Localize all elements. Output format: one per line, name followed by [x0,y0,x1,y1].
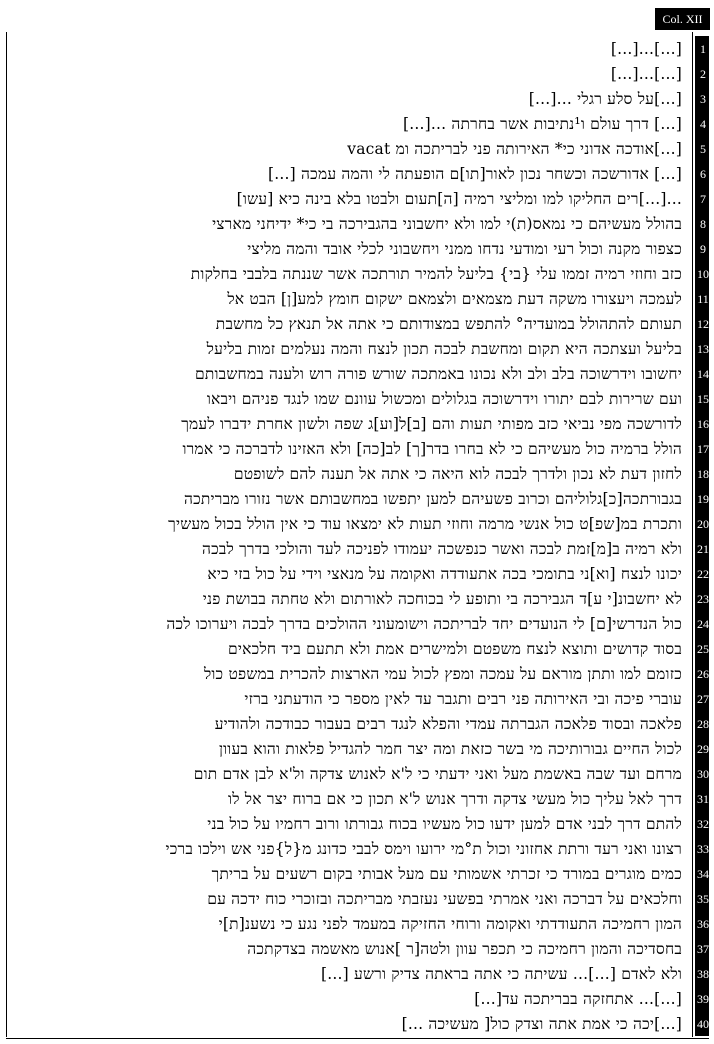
line-number: 33 [697,842,709,856]
line-number: 19 [697,492,709,506]
manuscript-line [10,561,709,586]
line-number: 10 [697,267,709,281]
line-text: לחזון דעת לא נכון ולדרך לבכה לוא היאה כי אתה אל תענה להם לשופטם [233,465,682,483]
line-number: 30 [697,767,709,781]
manuscript-line [10,511,709,536]
line-number: 5 [700,142,706,156]
line-number: 27 [697,692,709,706]
line-text: יחשובו וידרשוכה בלב ולב ולא נכונו באמתכה שורש פורה רוש ולענה במחשבותם [194,365,682,383]
line-number: 28 [697,717,709,731]
line-text: עוברי פיכה ובי האירותה פני רבים ותגבר עד לאין מספר כי הודעתני ברזי [244,690,682,708]
line-text: ...[...]רים החליקו למו ומליצי רמיה [ה]תעום ולבטו בלא בינה כיא [עשו] [236,190,682,208]
line-number: 29 [697,742,709,756]
line-text: כזומם למו ותתן מוראם על עמכה ומפץ לכול עמי הארצות להכרית במשפט כול [203,665,682,683]
manuscript-line [10,486,709,511]
line-text: וחלכאים על דברכה ואני אמרתי בפשעי נעזבתי מבריתכה ובזוכרי כוח ידכה עם [207,890,682,908]
manuscript-line [10,536,709,561]
line-number: 3 [700,92,706,106]
line-number: 18 [697,467,709,481]
line-text: מרחם ועד שבה באשמת מעל ואני ידעתי כי ל'א לאנוש צדקה ול'א לבן אדם תום [193,765,682,783]
manuscript-line [10,661,709,686]
manuscript-line [10,86,706,111]
line-number: 12 [697,317,709,331]
manuscript-line [10,211,706,236]
line-number: 26 [697,667,709,681]
line-number: 39 [697,992,709,1006]
line-text: כזב וחוזי רמיה זממו עלי {בי} בליעל להמיר תורתכה אשר שננתה בלבבי בחלקות [190,265,682,283]
line-number: 1 [700,42,706,56]
manuscript-line [10,911,709,936]
line-number: 31 [697,792,709,806]
line-text: [...]...[...] [610,65,682,83]
line-number: 20 [697,517,709,531]
line-number: 38 [697,967,709,981]
line-text: [...]על סלע רגלי ...[...] [528,90,682,108]
manuscript-line [10,361,709,386]
line-number: 40 [697,1017,709,1031]
line-text: תעותם להתהולל במועדיה° להתפש במצודותם כי אתה אל תנאץ כל מחשבת [215,315,682,333]
line-number: 16 [697,417,709,431]
manuscript-line [10,1011,709,1036]
line-text: הולל ברמיה כול מעשיהם כי לא בחרו בדר[ך] לב[כה] ולא האזינו לדברכה כי אמרו [182,440,682,458]
line-number: 11 [697,292,709,306]
manuscript-line [10,261,709,286]
line-text: ולא רמיה ב[מ]זמת לבכה ואשר כנפשכה יעמודו לפניכה לעד והולכי בדרך לבכה [201,540,682,558]
manuscript-line [10,111,706,136]
manuscript-line [10,36,706,61]
manuscript-line [10,161,706,186]
line-number: 4 [700,117,706,131]
line-number: 34 [697,867,709,881]
manuscript-line [10,386,709,411]
line-text: ותכרת במ[שפ]ט כול אנשי מרמה וחוזי תעות לא ימצאו עוד כי אין הולל בכול מעשיך [168,515,682,533]
manuscript-line [10,736,709,761]
manuscript-line [10,586,709,611]
line-text: ולא לאדם [...]... עשיתה כי אתה בראתה צדיק ורשע [...] [321,965,682,983]
line-text: כול הנדרשי[ם] לי הנועדים יחד לבריתכה וישומעוני ההולכים בדרך לבכה ויערוכו לכה [166,615,682,633]
manuscript-line [10,436,709,461]
manuscript-line [10,886,709,911]
manuscript-line [10,761,709,786]
line-number: 24 [697,617,709,631]
line-number: 37 [697,942,709,956]
manuscript-line [10,236,706,261]
line-text: יכונו לנצח [וא]ני בתומכי בכה אתעודדה ואקומה על מנאצי וידי על כול בזי כיא [207,565,682,583]
line-number: 9 [700,242,706,256]
line-text: בהולל מעשיהם כי נמאס(ת)י למו ולא יחשבוני בהגבירכה בי כי* ידיחני מארצי [212,215,682,233]
line-text: כמים מוגרים במורד כי זכרתי אשמותי עם מעל אבותי בקום רשעים על בריתך [211,865,682,883]
line-text: בליעל ועצתכה היא תקום ומחשבת לבכה תכון לנצח והמה נעלמים זמות בליעל [206,340,682,358]
line-text: המון רחמיכה התעודדתי ואקומה ורוחי החזיקה במעמד לפני נגע כי נשענ[ת]י [218,915,682,933]
line-text: [...] אדורשכה וכשחר נכון לאור[תו]ם הופעתה לי והמה עמכה [...] [268,165,682,183]
manuscript-line [10,711,709,736]
line-number: 2 [700,67,706,81]
line-number: 15 [697,392,709,406]
line-number: 36 [697,917,709,931]
line-text: vacat אודכה אדוני כי* האירותה פני לבריתכה ומ[...] [347,140,682,158]
column-label: Col. XII [655,8,710,30]
manuscript-line [10,811,709,836]
manuscript-line [10,936,709,961]
line-text: פלאכה ובסוד פלאכה הגברתה עמדי והפלא לנגד רבים בעבור כבודכה ולהודיע [214,715,682,733]
line-number: 35 [697,892,709,906]
line-text: [...]יכה כי אמת אתה וצדק כול[ מעשיכה ...] [401,1015,682,1033]
line-number-strip [695,36,709,1036]
manuscript-line [10,186,706,211]
line-number: 14 [697,367,709,381]
line-text: לעמכה ויעצורו משקה דעת מצמאים ולצמאם ישקום חומץ למע[ן] הבט אל [227,290,682,308]
line-text: ועם שרירות לבם יתורו וידרשוכה בגלולים ומכשול עוונם שמו לנגד פניהם ויבאו [206,390,682,408]
line-text: רצונו ואני רעד ורתת אחזוני וכול ת°מי ירועו וימס לבבי כדונג מ{ל}פני אש וילכו ברכי [165,840,682,858]
manuscript-line [10,836,709,861]
line-text: בחסדיכה והמון רחמיכה כי תכפר עוון ולטה[ר ]אנוש מאשמה בצדקתכה [247,940,682,958]
line-text: [...]...[...] [610,40,682,58]
line-number: 25 [697,642,709,656]
manuscript-line [10,786,709,811]
manuscript-line [10,986,709,1011]
manuscript-line [10,861,709,886]
line-text: לא יחשבונ[י ע]ד הגבירכה בי ותופע לי בכוחכה לאורתום ולא טחתה בבושת פני [202,590,682,608]
line-text: בגבורתכה[כ]גלוליהם וכרוב פשעיהם למען יתפשו במחשבותם אשר נזורו מבריתכה [184,490,682,508]
manuscript-line [10,636,709,661]
manuscript-line [10,961,709,986]
manuscript-lines [10,36,709,1036]
line-text: לכול החיים גבורותיכה מי בשר כזאת ומה יצר חמר להגדיל פלאות והוא בעוון [218,740,682,758]
line-number: 8 [700,217,706,231]
line-text: כצפור מקנה וכול רעי ומודעי נדחו ממני ויחשבוני לכלי אובד והמה מליצי [247,240,682,258]
line-text: להתם דרך לבני אדם למען ידעו כול מעשיו בכוח גבורתו ורוב רחמיו על כול בני [207,815,682,833]
manuscript-line [10,611,709,636]
left-border-rule [6,32,7,1037]
line-number: 21 [697,542,709,556]
line-number: 22 [697,567,709,581]
line-number: 17 [697,442,709,456]
line-text: לדורשכה מפי נביאי כזב מפותי תעות והם [ב]ל[וע]ג שפה ולשון אחרת ידברו לעמך [181,415,682,433]
bottom-border-rule [6,1038,709,1039]
line-number: 13 [697,342,709,356]
manuscript-line [10,61,706,86]
manuscript-line [10,286,709,311]
manuscript-line [10,686,709,711]
line-text: דרך לאל עליך כול מעשי צדקה ודרך אנוש ל'א תכון כי אם ברוח יצר אל לו [228,790,682,808]
line-number: 23 [697,592,709,606]
line-number: 32 [697,817,709,831]
line-text: בסוד קדושים ותוצא לנצח משפטם ולמישרים אמת ולא תתעם ביד חלכאים [228,640,682,658]
manuscript-line [10,461,709,486]
right-border-rule [692,32,693,1037]
line-number: 6 [700,167,706,181]
line-text: [...]... אתחזקה בבריתכה עד[...] [474,990,682,1008]
manuscript-line [10,411,709,436]
manuscript-line [10,136,706,161]
line-text: [...] דרך עולם ו¹נתיבות אשר בחרתה ...[...] [403,115,682,133]
line-number: 7 [700,192,706,206]
manuscript-line [10,336,709,361]
manuscript-line [10,311,709,336]
